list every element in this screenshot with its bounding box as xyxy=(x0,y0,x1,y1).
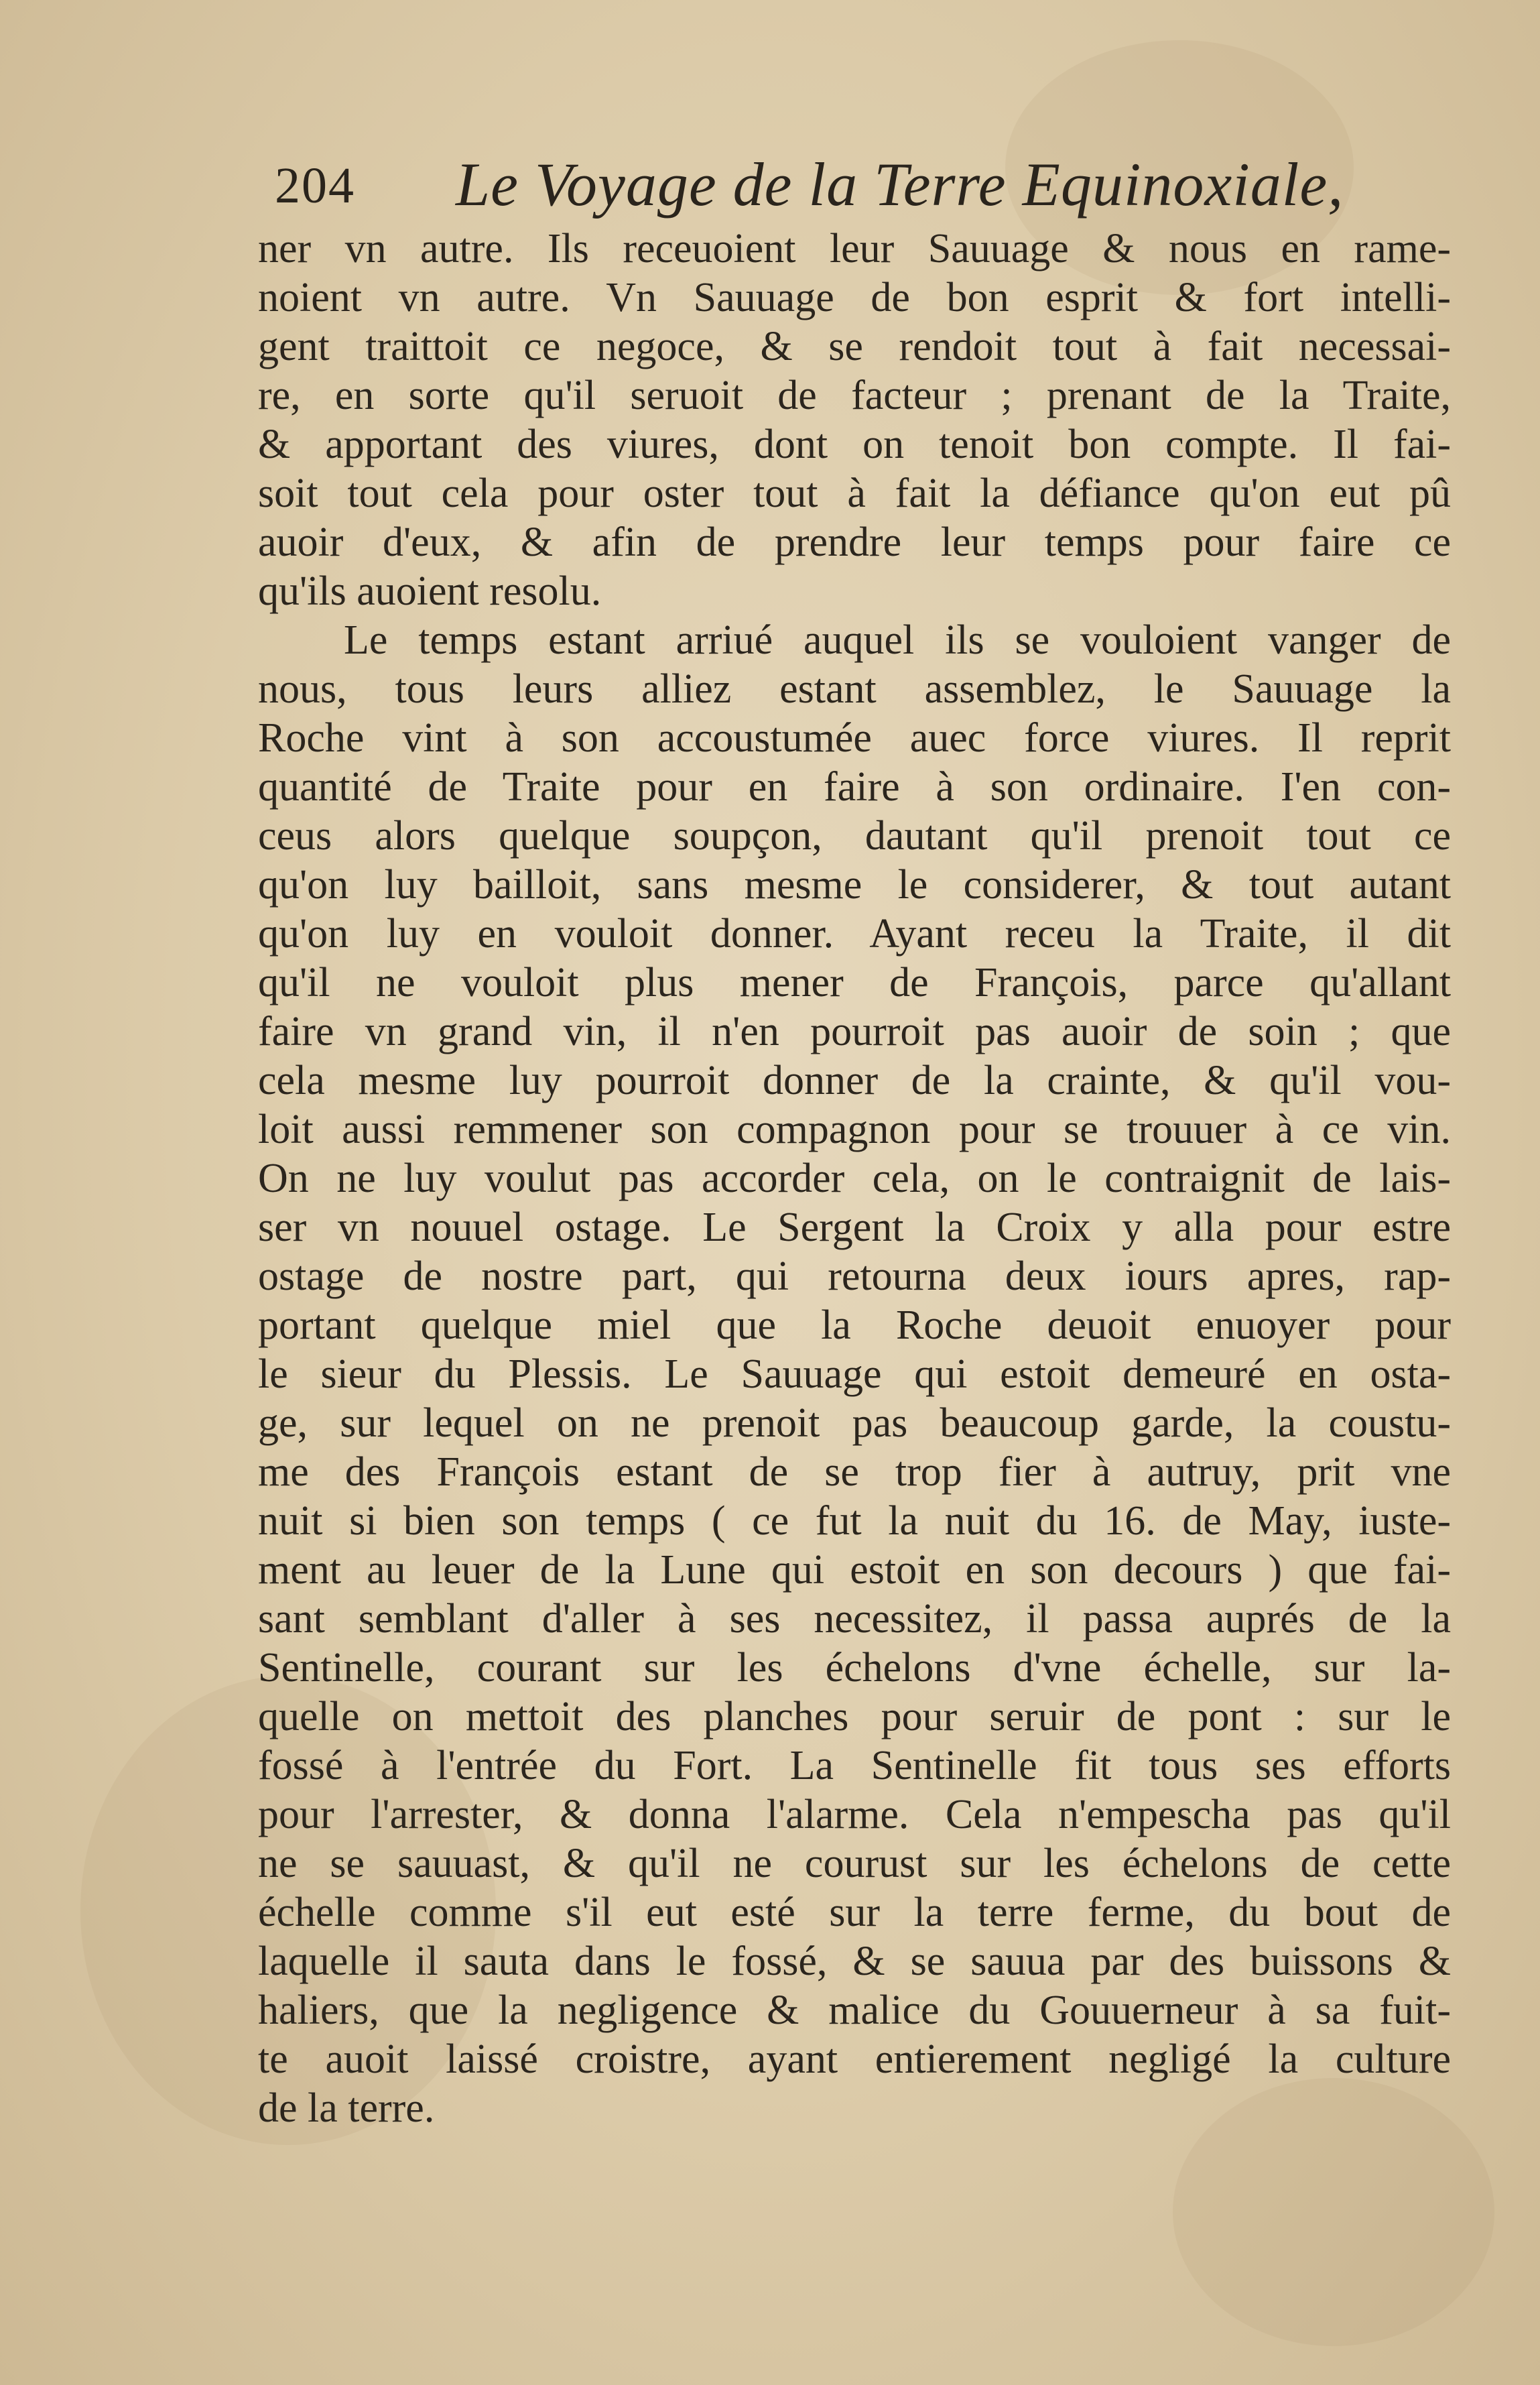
text-line: Le temps estant arriué auquel ils se vouloient vanger de xyxy=(344,617,1451,663)
text-line: ser vn nouuel ostage. Le Sergent la Croix y alla pour estre xyxy=(258,1205,1451,1250)
text-line: Roche vint à son accoustumée auec force viures. Il reprit xyxy=(258,715,1451,761)
text-line: qu'on luy en vouloit donner. Ayant receu la Traite, il dit xyxy=(258,911,1451,957)
text-line: laquelle il sauta dans le fossé, & se sauua par des buissons & xyxy=(258,1939,1451,1984)
text-line: qu'il ne vouloit plus mener de François, parce qu'allant xyxy=(258,960,1451,1005)
page-number: 204 xyxy=(275,158,355,214)
text-line: On ne luy voulut pas accorder cela, on le contraignit de lais- xyxy=(258,1156,1451,1201)
text-line: noient vn autre. Vn Sauuage de bon esprit & fort intelli- xyxy=(258,275,1451,320)
text-line: ne se sauuast, & qu'il ne courust sur les échelons de cette xyxy=(258,1841,1451,1886)
running-title: Le Voyage de la Terre Equinoxiale, xyxy=(456,150,1344,219)
text-line: quantité de Traite pour en faire à son ordinaire. I'en con- xyxy=(258,764,1451,810)
text-line: Sentinelle, courant sur les échelons d'vne échelle, sur la- xyxy=(258,1645,1451,1691)
text-line: re, en sorte qu'il seruoit de facteur ; prenant de la Traite, xyxy=(258,373,1451,418)
text-line: loit aussi remmener son compagnon pour se trouuer à ce vin. xyxy=(258,1107,1451,1152)
text-line: ostage de nostre part, qui retourna deux iours apres, rap- xyxy=(258,1253,1451,1299)
text-line: ge, sur lequel on ne prenoit pas beaucoup garde, la coustu- xyxy=(258,1400,1451,1446)
text-line: faire vn grand vin, il n'en pourroit pas auoir de soin ; que xyxy=(258,1009,1451,1054)
text-line: nous, tous leurs alliez estant assemblez, le Sauuage la xyxy=(258,666,1451,712)
text-line: nuit si bien son temps ( ce fut la nuit du 16. de May, iuste- xyxy=(258,1498,1451,1544)
text-line: te auoit laissé croistre, ayant entierement negligé la culture xyxy=(258,2036,1451,2082)
text-line: gent traittoit ce negoce, & se rendoit tout à fait necessai- xyxy=(258,324,1451,369)
text-line: ment au leuer de la Lune qui estoit en son decours ) que fai- xyxy=(258,1547,1451,1593)
text-line: portant quelque miel que la Roche deuoit enuoyer pour xyxy=(258,1302,1451,1348)
text-line: le sieur du Plessis. Le Sauuage qui estoit demeuré en osta- xyxy=(258,1351,1451,1397)
text-line: auoir d'eux, & afin de prendre leur temps pour faire ce xyxy=(258,519,1451,565)
text-line: soit tout cela pour oster tout à fait la défiance qu'on eut pû xyxy=(258,471,1451,516)
text-line: ceus alors quelque soupçon, dautant qu'il prenoit tout ce xyxy=(258,813,1451,859)
text-line: ner vn autre. Ils receuoient leur Sauuage & nous en rame- xyxy=(258,226,1451,271)
text-line: pour l'arrester, & donna l'alarme. Cela n'empescha pas qu'il xyxy=(258,1792,1451,1837)
text-line: haliers, que la negligence & malice du Gouuerneur à sa fuit- xyxy=(258,1988,1451,2033)
text-line: fossé à l'entrée du Fort. La Sentinelle fit tous ses efforts xyxy=(258,1743,1451,1788)
text-line: échelle comme s'il eut esté sur la terre ferme, du bout de xyxy=(258,1890,1451,1935)
text-line: me des François estant de se trop fier à autruy, prit vne xyxy=(258,1449,1451,1495)
running-head xyxy=(275,149,1347,223)
text-line: qu'ils auoient resolu. xyxy=(258,568,602,614)
body-text xyxy=(258,225,1451,2133)
text-line: de la terre. xyxy=(258,2085,435,2131)
text-line: & apportant des viures, dont on tenoit bon compte. Il fai- xyxy=(258,422,1451,467)
text-line: quelle on mettoit des planches pour seruir de pont : sur le xyxy=(258,1694,1451,1739)
text-line: sant semblant d'aller à ses necessitez, il passa auprés de la xyxy=(258,1596,1451,1642)
text-line: qu'on luy bailloit, sans mesme le considerer, & tout autant xyxy=(258,862,1451,908)
text-line: cela mesme luy pourroit donner de la crainte, & qu'il vou- xyxy=(258,1058,1451,1103)
